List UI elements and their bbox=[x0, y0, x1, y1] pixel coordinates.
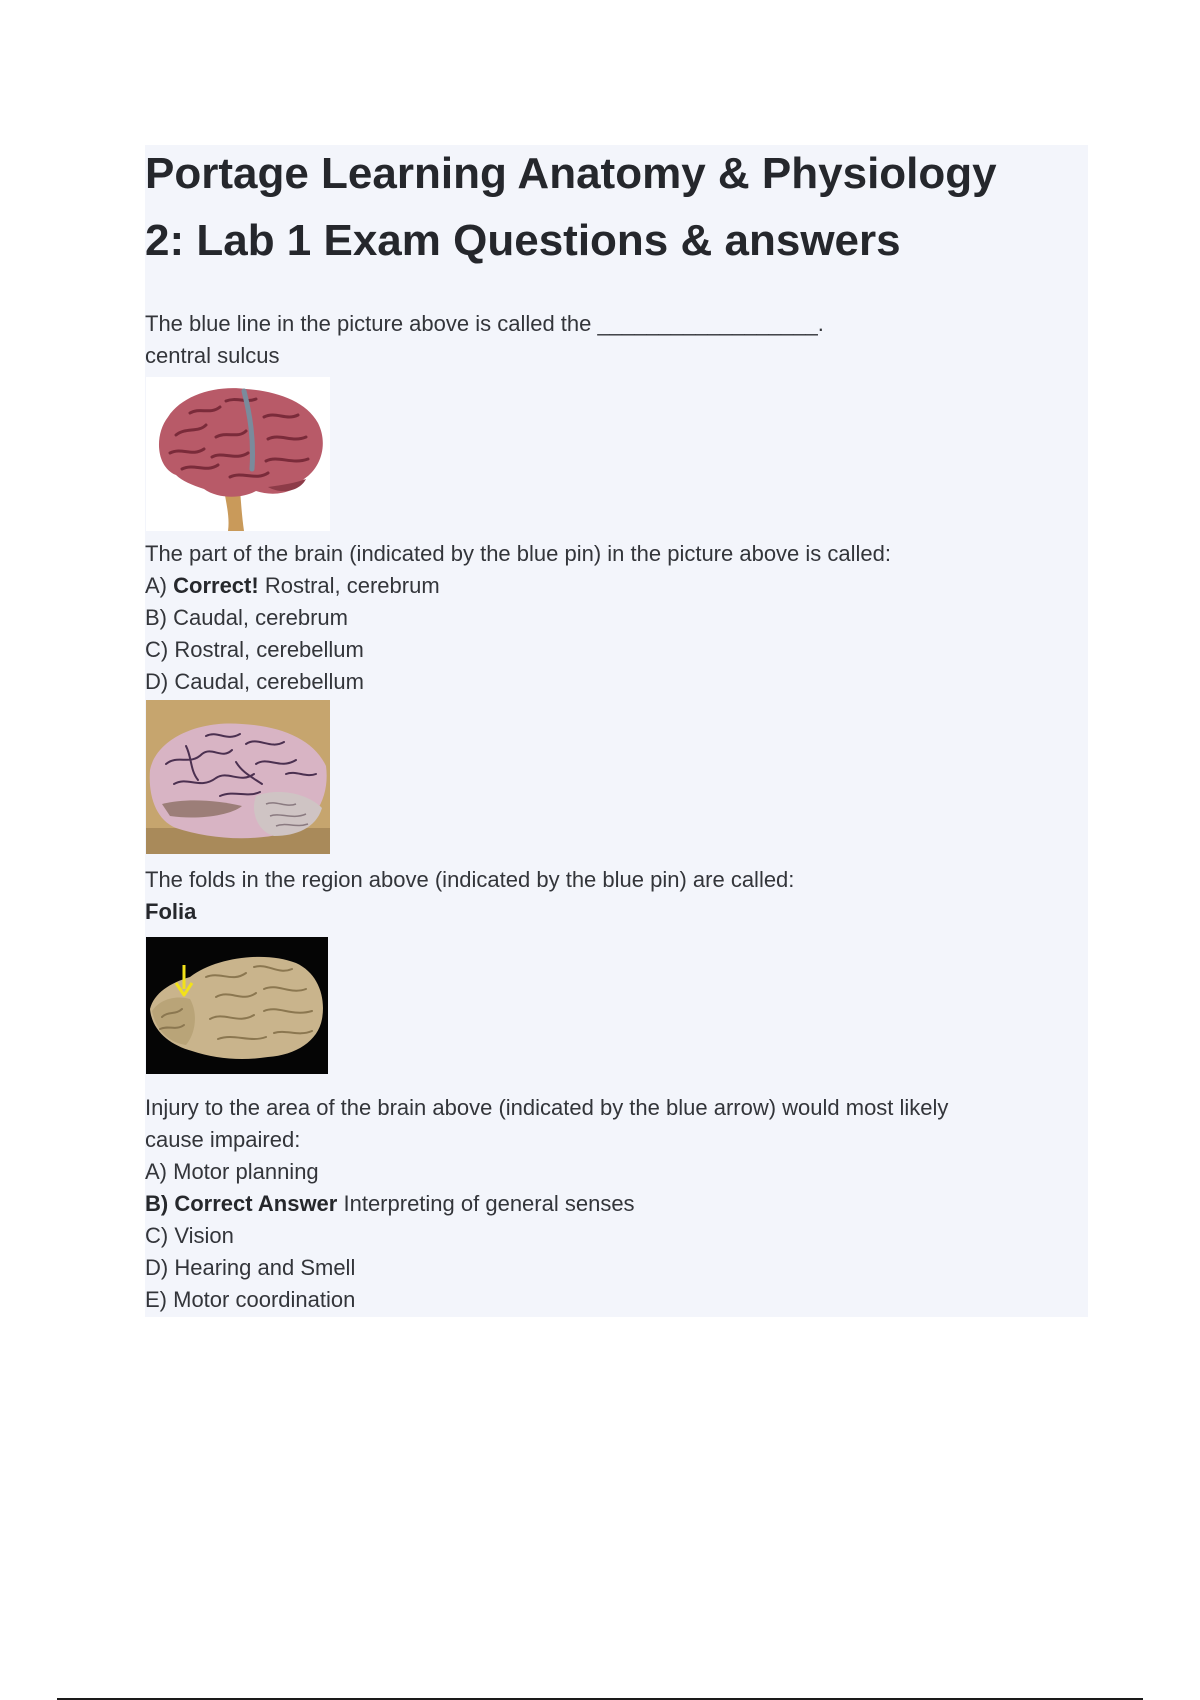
option-text: Rostral, cerebrum bbox=[264, 573, 440, 598]
question-4-option-b bbox=[145, 1188, 635, 1220]
option-letter: B) bbox=[145, 605, 167, 630]
option-letter: A) bbox=[145, 1159, 167, 1184]
question-2-option-a bbox=[145, 570, 440, 602]
question-2-option-d bbox=[145, 666, 364, 698]
option-text: Motor planning bbox=[173, 1159, 319, 1184]
option-text: Hearing and Smell bbox=[174, 1255, 356, 1280]
option-letter: D) bbox=[145, 1255, 169, 1280]
option-letter: C) bbox=[145, 637, 169, 662]
option-letter: C) bbox=[145, 1223, 169, 1248]
correct-marker: Correct Answer bbox=[174, 1191, 338, 1216]
question-2-option-c bbox=[145, 634, 364, 666]
page-title bbox=[145, 140, 1085, 274]
option-letter: E) bbox=[145, 1287, 167, 1312]
question-4-option-c bbox=[145, 1220, 234, 1252]
option-text: Caudal, cerebellum bbox=[174, 669, 364, 694]
brain-specimen-yellow-arrow-icon bbox=[146, 937, 328, 1074]
option-letter: D) bbox=[145, 669, 169, 694]
question-4-option-d bbox=[145, 1252, 355, 1284]
preserved-brain-specimen-icon bbox=[146, 700, 330, 854]
option-text: Motor coordination bbox=[173, 1287, 356, 1312]
question-3-prompt: The folds in the region above (indicated by the blue pin) are called: bbox=[145, 867, 795, 892]
question-4-option-a bbox=[145, 1156, 319, 1188]
correct-marker: Correct! bbox=[173, 573, 259, 598]
question-1-answer: central sulcus bbox=[145, 343, 280, 368]
option-text: Vision bbox=[174, 1223, 234, 1248]
question-4-option-e bbox=[145, 1284, 355, 1316]
option-text: Interpreting of general senses bbox=[343, 1191, 635, 1216]
option-letter: A) bbox=[145, 573, 167, 598]
option-text: Rostral, cerebellum bbox=[174, 637, 364, 662]
question-4-prompt-line-1: Injury to the area of the brain above (indicated by the blue arrow) would most likely bbox=[145, 1095, 949, 1120]
option-letter: B) bbox=[145, 1191, 169, 1216]
question-3-answer: Folia bbox=[145, 899, 197, 924]
question-2-prompt: The part of the brain (indicated by the blue pin) in the picture above is called: bbox=[145, 541, 892, 566]
brain-lateral-view-icon bbox=[146, 377, 330, 531]
question-2-option-b bbox=[145, 602, 348, 634]
question-4-prompt-line-2: cause impaired: bbox=[145, 1127, 301, 1152]
option-text: Caudal, cerebrum bbox=[173, 605, 348, 630]
page-title-line-1: Portage Learning Anatomy & Physiology bbox=[145, 149, 997, 198]
page-title-line-2: 2: Lab 1 Exam Questions & answers bbox=[145, 216, 901, 265]
question-1-prompt: The blue line in the picture above is called the __________________. bbox=[145, 311, 824, 336]
